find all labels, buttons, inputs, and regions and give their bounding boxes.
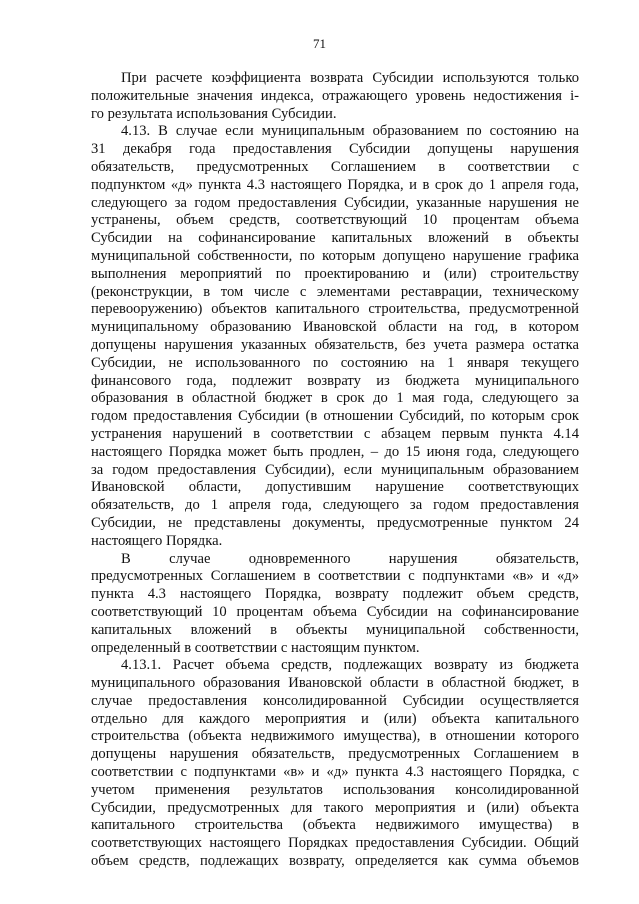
text-line: перевооружению) объектов капитального строительства, предусмотренной xyxy=(91,301,579,318)
text-line: определенный в соответствии с настоящим пунктом. xyxy=(91,639,420,656)
text-line: обязательств, до 1 апреля года, следующего за годом предоставления xyxy=(91,497,579,514)
text-line: образования в областной бюджет в срок до 1 мая года, следующего за xyxy=(91,390,579,407)
text-line: Субсидии, предусмотренных для такого мероприятия и (или) объекта xyxy=(91,799,579,816)
text-line: устранены, объем средств, соответствующий 10 процентам объема xyxy=(91,212,579,229)
text-line: муниципального образования Ивановской области в областной бюджет, в xyxy=(91,675,579,692)
text-line: Субсидии, не представлены документы, предусмотренные пунктом 24 xyxy=(91,514,579,531)
text-line: настоящего Порядка может быть продлен, – до 15 июня года, следующего xyxy=(91,443,579,460)
text-line: соответствии с подпунктами «в» и «д» пункта 4.3 настоящего Порядка, с xyxy=(91,764,579,781)
text-line: пункта 4.3 настоящего Порядка, возврату подлежит объем средств, xyxy=(91,586,579,603)
document-body xyxy=(91,70,579,871)
text-line: обязательств, предусмотренных Соглашением в соответствии с xyxy=(91,158,579,175)
text-line: следующего за годом предоставления Субсидии, указанные нарушения не xyxy=(91,194,579,211)
text-line: подпунктом «д» пункта 4.3 настоящего Порядка, и в срок до 1 апреля года, xyxy=(91,176,579,193)
text-line: 4.13.1. Расчет объема средств, подлежащих возврату из бюджета xyxy=(121,657,579,674)
text-line: При расчете коэффициента возврата Субсидии используются только xyxy=(121,70,579,86)
text-line: Ивановской области, допустившим нарушение соответствующих xyxy=(91,479,579,496)
text-line: соответствующий 10 процентам объема Субсидии на софинансирование xyxy=(91,603,579,620)
text-line: го результата использования Субсидии. xyxy=(91,105,337,122)
text-line: случае предоставления консолидированной Субсидии осуществляется xyxy=(91,692,579,709)
text-line: за годом предоставления Субсидии), если муниципальным образованием xyxy=(91,461,579,478)
text-line: объем средств, подлежащих возврату, определяется как сумма объемов xyxy=(91,853,579,870)
paragraph xyxy=(91,551,579,658)
text-line: положительные значения индекса, отражающего уровень недостижения i- xyxy=(91,87,579,104)
text-line: 4.13. В случае если муниципальным образованием по состоянию на xyxy=(121,123,579,140)
paragraph xyxy=(91,123,579,550)
paragraph xyxy=(91,70,579,123)
text-line: строительства (объекта недвижимого имущества), в отношении которого xyxy=(91,728,579,745)
text-line: 31 декабря года предоставления Субсидии допущены нарушения xyxy=(91,141,579,158)
text-line: (реконструкции, в том числе с элементами реставрации, техническому xyxy=(91,283,579,300)
text-line: отдельно для каждого мероприятия и (или) объекта капитального xyxy=(91,710,579,727)
text-line: предусмотренных Соглашением в соответствии с подпунктами «в» и «д» xyxy=(91,568,579,585)
text-line: капитальных вложений в объекты муниципальной собственности, xyxy=(91,621,579,638)
text-line: допущены нарушения указанных обязательств, без учета размера остатка xyxy=(91,336,579,353)
text-line: Субсидии, не использованного по состоянию на 1 января текущего xyxy=(91,354,579,371)
text-line: выполнения мероприятий по проектированию и (или) строительству xyxy=(91,265,579,282)
text-line: годом предоставления Субсидии (в отношении Субсидий, по которым срок xyxy=(91,408,579,425)
text-line: соответствующих настоящего Порядках предоставления Субсидии. Общий xyxy=(91,835,579,852)
page-number: 71 xyxy=(313,36,326,51)
text-line: учетом применения результатов использования консолидированной xyxy=(91,781,579,798)
text-line: финансового года, подлежит возврату из бюджета муниципального xyxy=(91,372,579,389)
text-line: муниципальной собственности, по которым допущено нарушение графика xyxy=(91,247,579,264)
text-line: Субсидии на софинансирование капитальных вложений в объекты xyxy=(91,230,579,247)
text-line: устранения нарушений в соответствии с абзацем первым пункта 4.14 xyxy=(91,425,579,442)
text-line: допущены нарушения обязательств, предусмотренных Соглашением в xyxy=(91,746,579,763)
text-line: В случае одновременного нарушения обязательств, xyxy=(121,550,579,567)
text-line: настоящего Порядка. xyxy=(91,532,223,549)
paragraph xyxy=(91,657,579,871)
text-line: капитального строительства (объекта недвижимого имущества) в xyxy=(91,817,579,834)
text-line: муниципальному образованию Ивановской области на год, в котором xyxy=(91,319,579,336)
